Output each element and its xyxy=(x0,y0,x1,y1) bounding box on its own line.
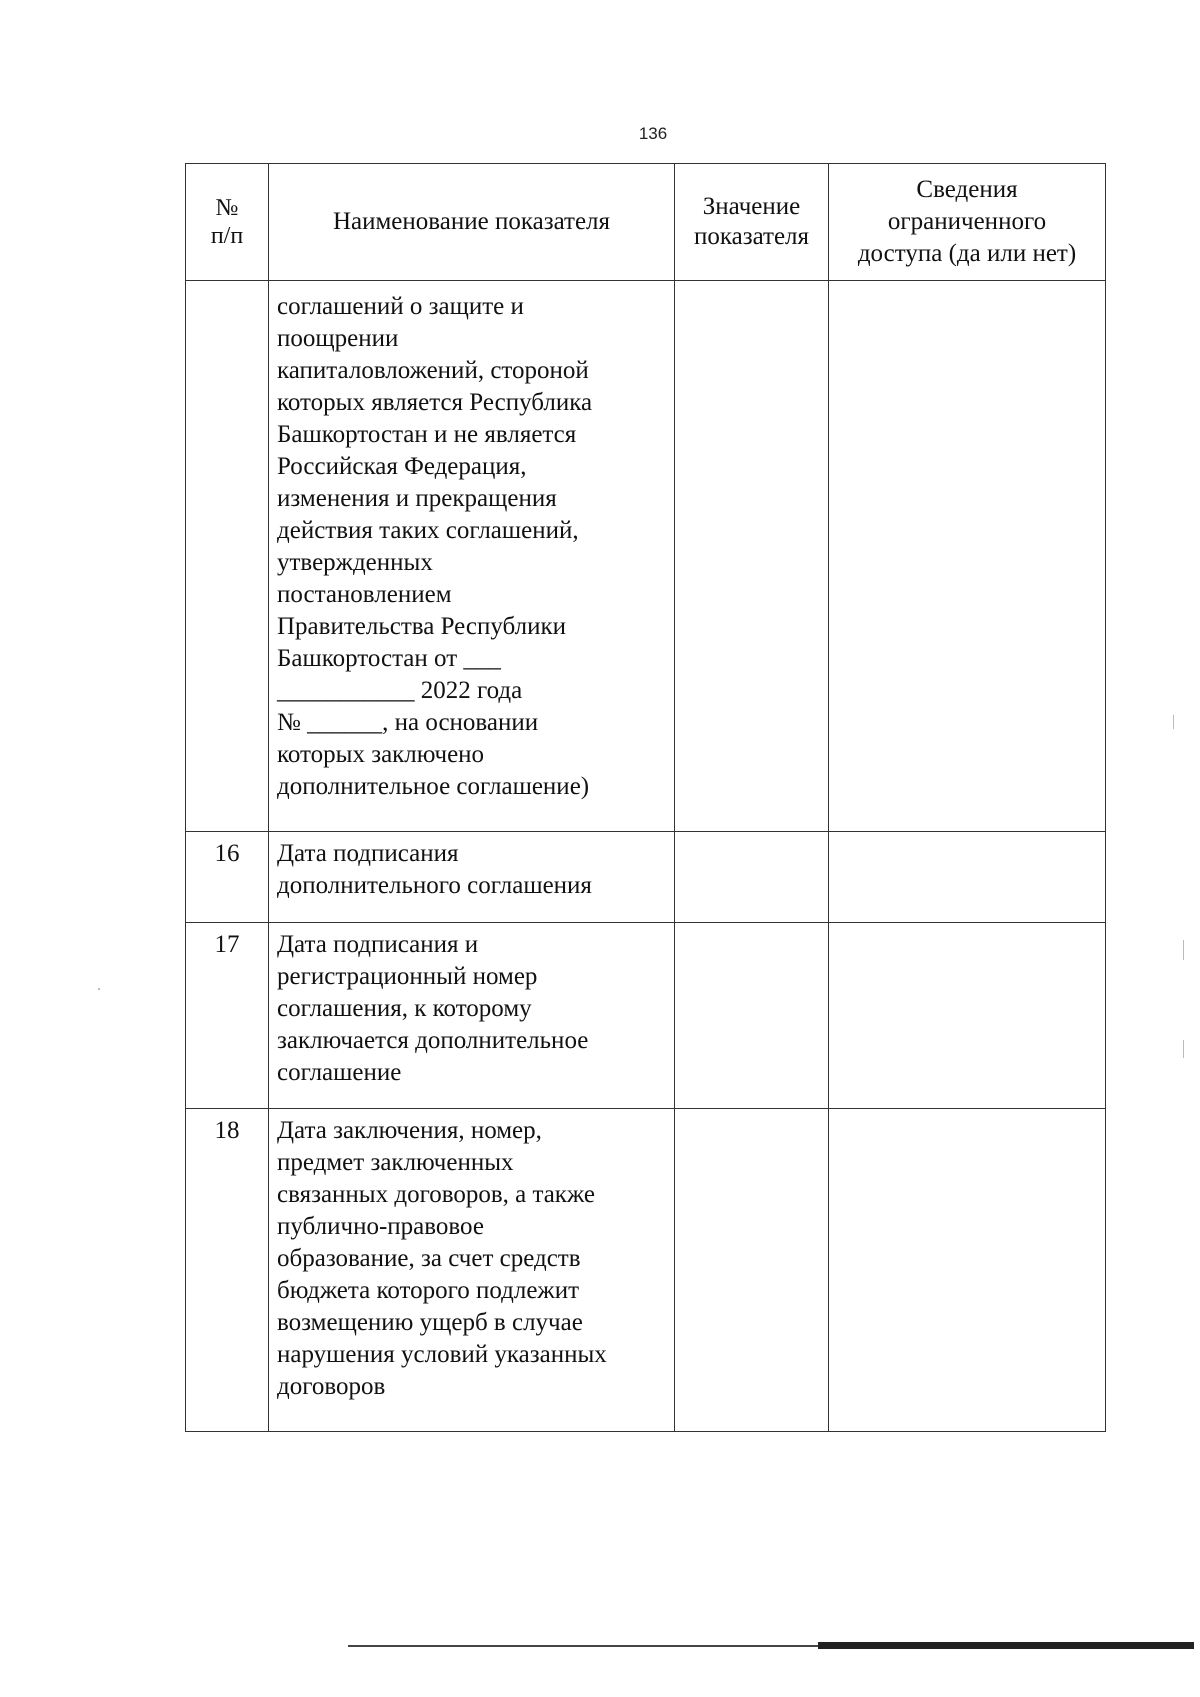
scan-speck xyxy=(98,988,100,990)
row-restricted-cell xyxy=(829,1109,1106,1432)
row-name-cell: соглашений о защите и поощрении капиталовложений, стороной которых является Республика Башкортостан и не является Российская Федерация, изменения и прекращения действия таких соглашений, утвержденных постановлением Правительства Республики Башкортостан от ___ ___________ 2022 года № ______, на основании которых заключено дополнительное соглашение) xyxy=(269,281,675,832)
bottom-rule-thick xyxy=(818,1642,1194,1649)
header-indicator-name xyxy=(269,164,675,281)
header-restricted-access xyxy=(829,164,1106,281)
header-indicator-name-label: Наименование показателя xyxy=(332,208,611,235)
row-name-cell: Дата заключения, номер, предмет заключенных связанных договоров, а также публично-правовое образование, за счет средств бюджета которого подлежит возмещению ущерб в случае нарушения условий указанных договоров xyxy=(269,1109,675,1432)
header-restricted-access-label: Сведения ограниченного доступа (да или нет) xyxy=(857,176,1077,267)
row-restricted-cell xyxy=(829,832,1106,923)
row-number-cell: 18 xyxy=(186,1109,269,1432)
row-restricted-cell xyxy=(829,923,1106,1109)
table-body xyxy=(186,281,1106,1432)
row-value-cell xyxy=(675,832,829,923)
row-value-cell xyxy=(675,923,829,1109)
row-name-cell: Дата подписания и регистрационный номер соглашения, к которому заключается дополнительное соглашение xyxy=(269,923,675,1109)
table-row xyxy=(186,923,1106,1109)
scan-speck xyxy=(1183,1040,1184,1058)
row-value-cell xyxy=(675,1109,829,1432)
bottom-rule-thin xyxy=(348,1645,818,1647)
header-indicator-value-label: Значение показателя xyxy=(693,193,810,250)
row-number-cell xyxy=(186,281,269,832)
header-number-label: № п/п xyxy=(210,195,244,249)
scan-speck xyxy=(1173,715,1174,729)
table-header xyxy=(186,164,1106,281)
header-indicator-value xyxy=(675,164,829,281)
row-number-cell: 16 xyxy=(186,832,269,923)
header-row xyxy=(186,164,1106,281)
indicators-table xyxy=(185,163,1106,1432)
row-value-cell xyxy=(675,281,829,832)
scan-speck xyxy=(1183,940,1184,960)
row-name-cell: Дата подписания дополнительного соглашения xyxy=(269,832,675,923)
row-number-cell: 17 xyxy=(186,923,269,1109)
row-restricted-cell xyxy=(829,281,1106,832)
table-row xyxy=(186,1109,1106,1432)
page-number: 136 xyxy=(638,124,668,143)
header-number xyxy=(186,164,269,281)
table-row xyxy=(186,832,1106,923)
table-row xyxy=(186,281,1106,832)
